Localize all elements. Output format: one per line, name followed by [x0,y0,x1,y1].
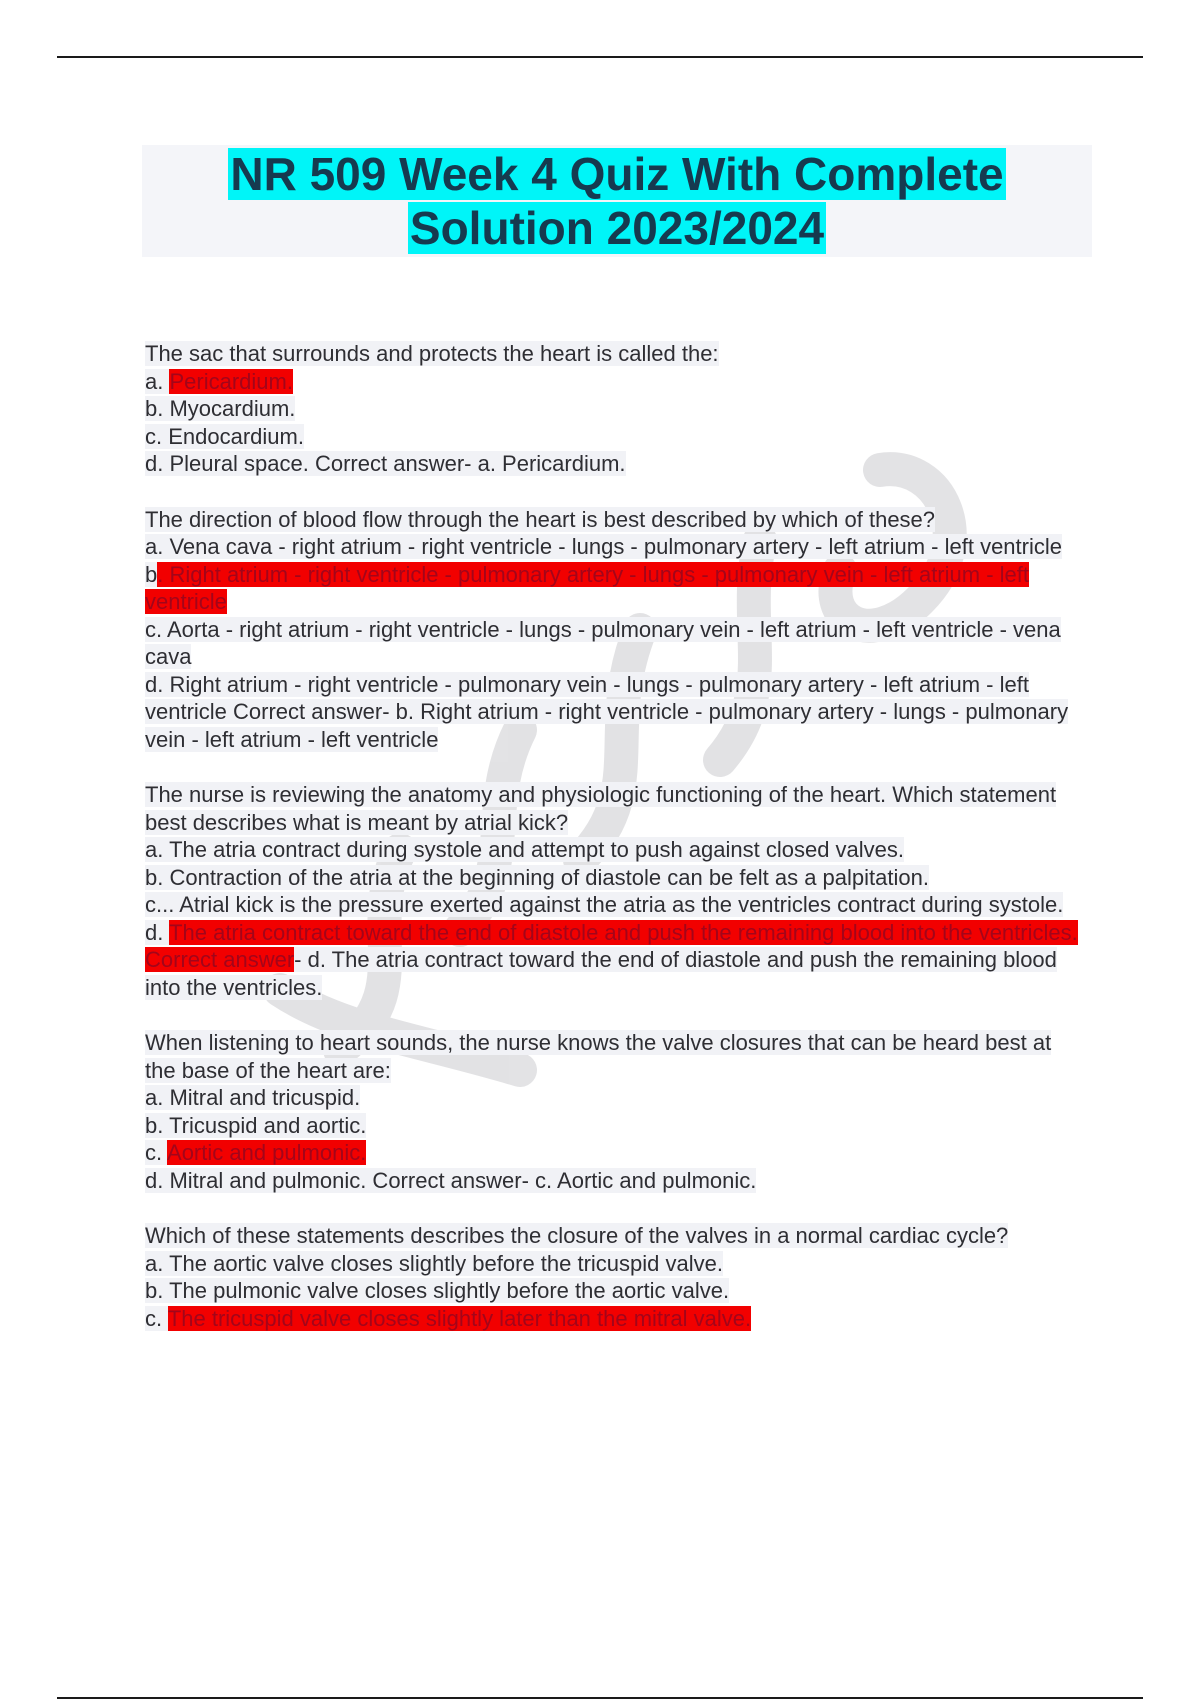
question-stem: Which of these statements describes the closure of the valves in a normal cardiac cycle? [145,1223,1009,1248]
option-b: b. Right atrium - right ventricle - pulmonary artery - lungs - pulmonary vein - left atrium - left ventricle [145,561,1029,614]
option-c: c... Atrial kick is the pressure exerted against the atria as the ventricles contract during systole. [145,892,1064,917]
quiz-content [145,340,1085,1360]
question-stem: The sac that surrounds and protects the heart is called the: [145,341,719,366]
top-rule [57,56,1143,58]
question-1 [145,340,1085,478]
question-stem: The direction of blood flow through the heart is best described by which of these? [145,506,936,532]
question-2 [145,506,1085,754]
option-a: a. The aortic valve closes slightly before the tricuspid valve. [145,1250,723,1276]
correct-answer-highlight: Aortic and pulmonic. [167,1140,367,1165]
option-c: c. Endocardium. [145,423,304,449]
option-d: d. Pleural space. Correct answer- a. Pericardium. [145,451,626,476]
correct-answer-highlight: The atria contract toward the end of diastole and push the remaining blood into the ventricles. Correct answer [145,919,1078,972]
option-b: b. Myocardium. [145,396,296,421]
option-b: b. The pulmonic valve closes slightly before the aortic valve. [145,1278,730,1303]
option-c: c. The tricuspid valve closes slightly later than the mitral valve. [145,1305,752,1331]
question-4 [145,1029,1085,1194]
correct-answer-highlight: The tricuspid valve closes slightly later than the mitral valve. [167,1305,752,1331]
question-5 [145,1222,1085,1332]
option-c: c. Aortic and pulmonic. [145,1140,367,1165]
option-d: d. Right atrium - right ventricle - pulmonary vein - lungs - pulmonary artery - left atrium - left ventricle Correct answer- b. Right atrium - right ventricle - pulmonary artery - lungs - pulmonary vein - left atrium - left ventricle [145,671,1069,752]
correct-answer-highlight: Pericardium. [169,368,293,394]
title-band [142,145,1092,257]
bottom-rule [57,1697,1143,1699]
option-d: d. The atria contract toward the end of diastole and push the remaining blood into the ventricles. Correct answer- d. The atria contract toward the end of diastole and push the remaining blood into the ventricles. [145,919,1078,1000]
option-b: b. Tricuspid and aortic. [145,1112,367,1138]
correct-answer-highlight: . Right atrium - right ventricle - pulmonary artery - lungs - pulmonary vein - left atrium - left ventricle [145,561,1029,614]
option-c: c. Aorta - right atrium - right ventricle - lungs - pulmonary vein - left atrium - left ventricle - vena cava [145,616,1061,669]
option-a: a. The atria contract during systole and attempt to push against closed valves. [145,837,905,862]
option-a: a. Pericardium. [145,368,293,394]
question-stem: When listening to heart sounds, the nurse knows the valve closures that can be heard best at the base of the heart are: [145,1030,1052,1083]
option-d: d. Mitral and pulmonic. Correct answer- c. Aortic and pulmonic. [145,1167,757,1193]
option-b: b. Contraction of the atria at the beginning of diastole can be felt as a palpitation. [145,864,929,890]
title-line-2: Solution 2023/2024 [409,202,825,254]
title-line-1: NR 509 Week 4 Quiz With Complete [230,148,1004,200]
question-3 [145,781,1085,1001]
document-title [142,145,1092,255]
question-stem: The nurse is reviewing the anatomy and physiologic functioning of the heart. Which statement best describes what is meant by atrial kick? [145,782,1057,835]
option-a: a. Mitral and tricuspid. [145,1085,361,1110]
option-a: a. Vena cava - right atrium - right ventricle - lungs - pulmonary artery - left atrium - left ventricle [145,534,1062,559]
